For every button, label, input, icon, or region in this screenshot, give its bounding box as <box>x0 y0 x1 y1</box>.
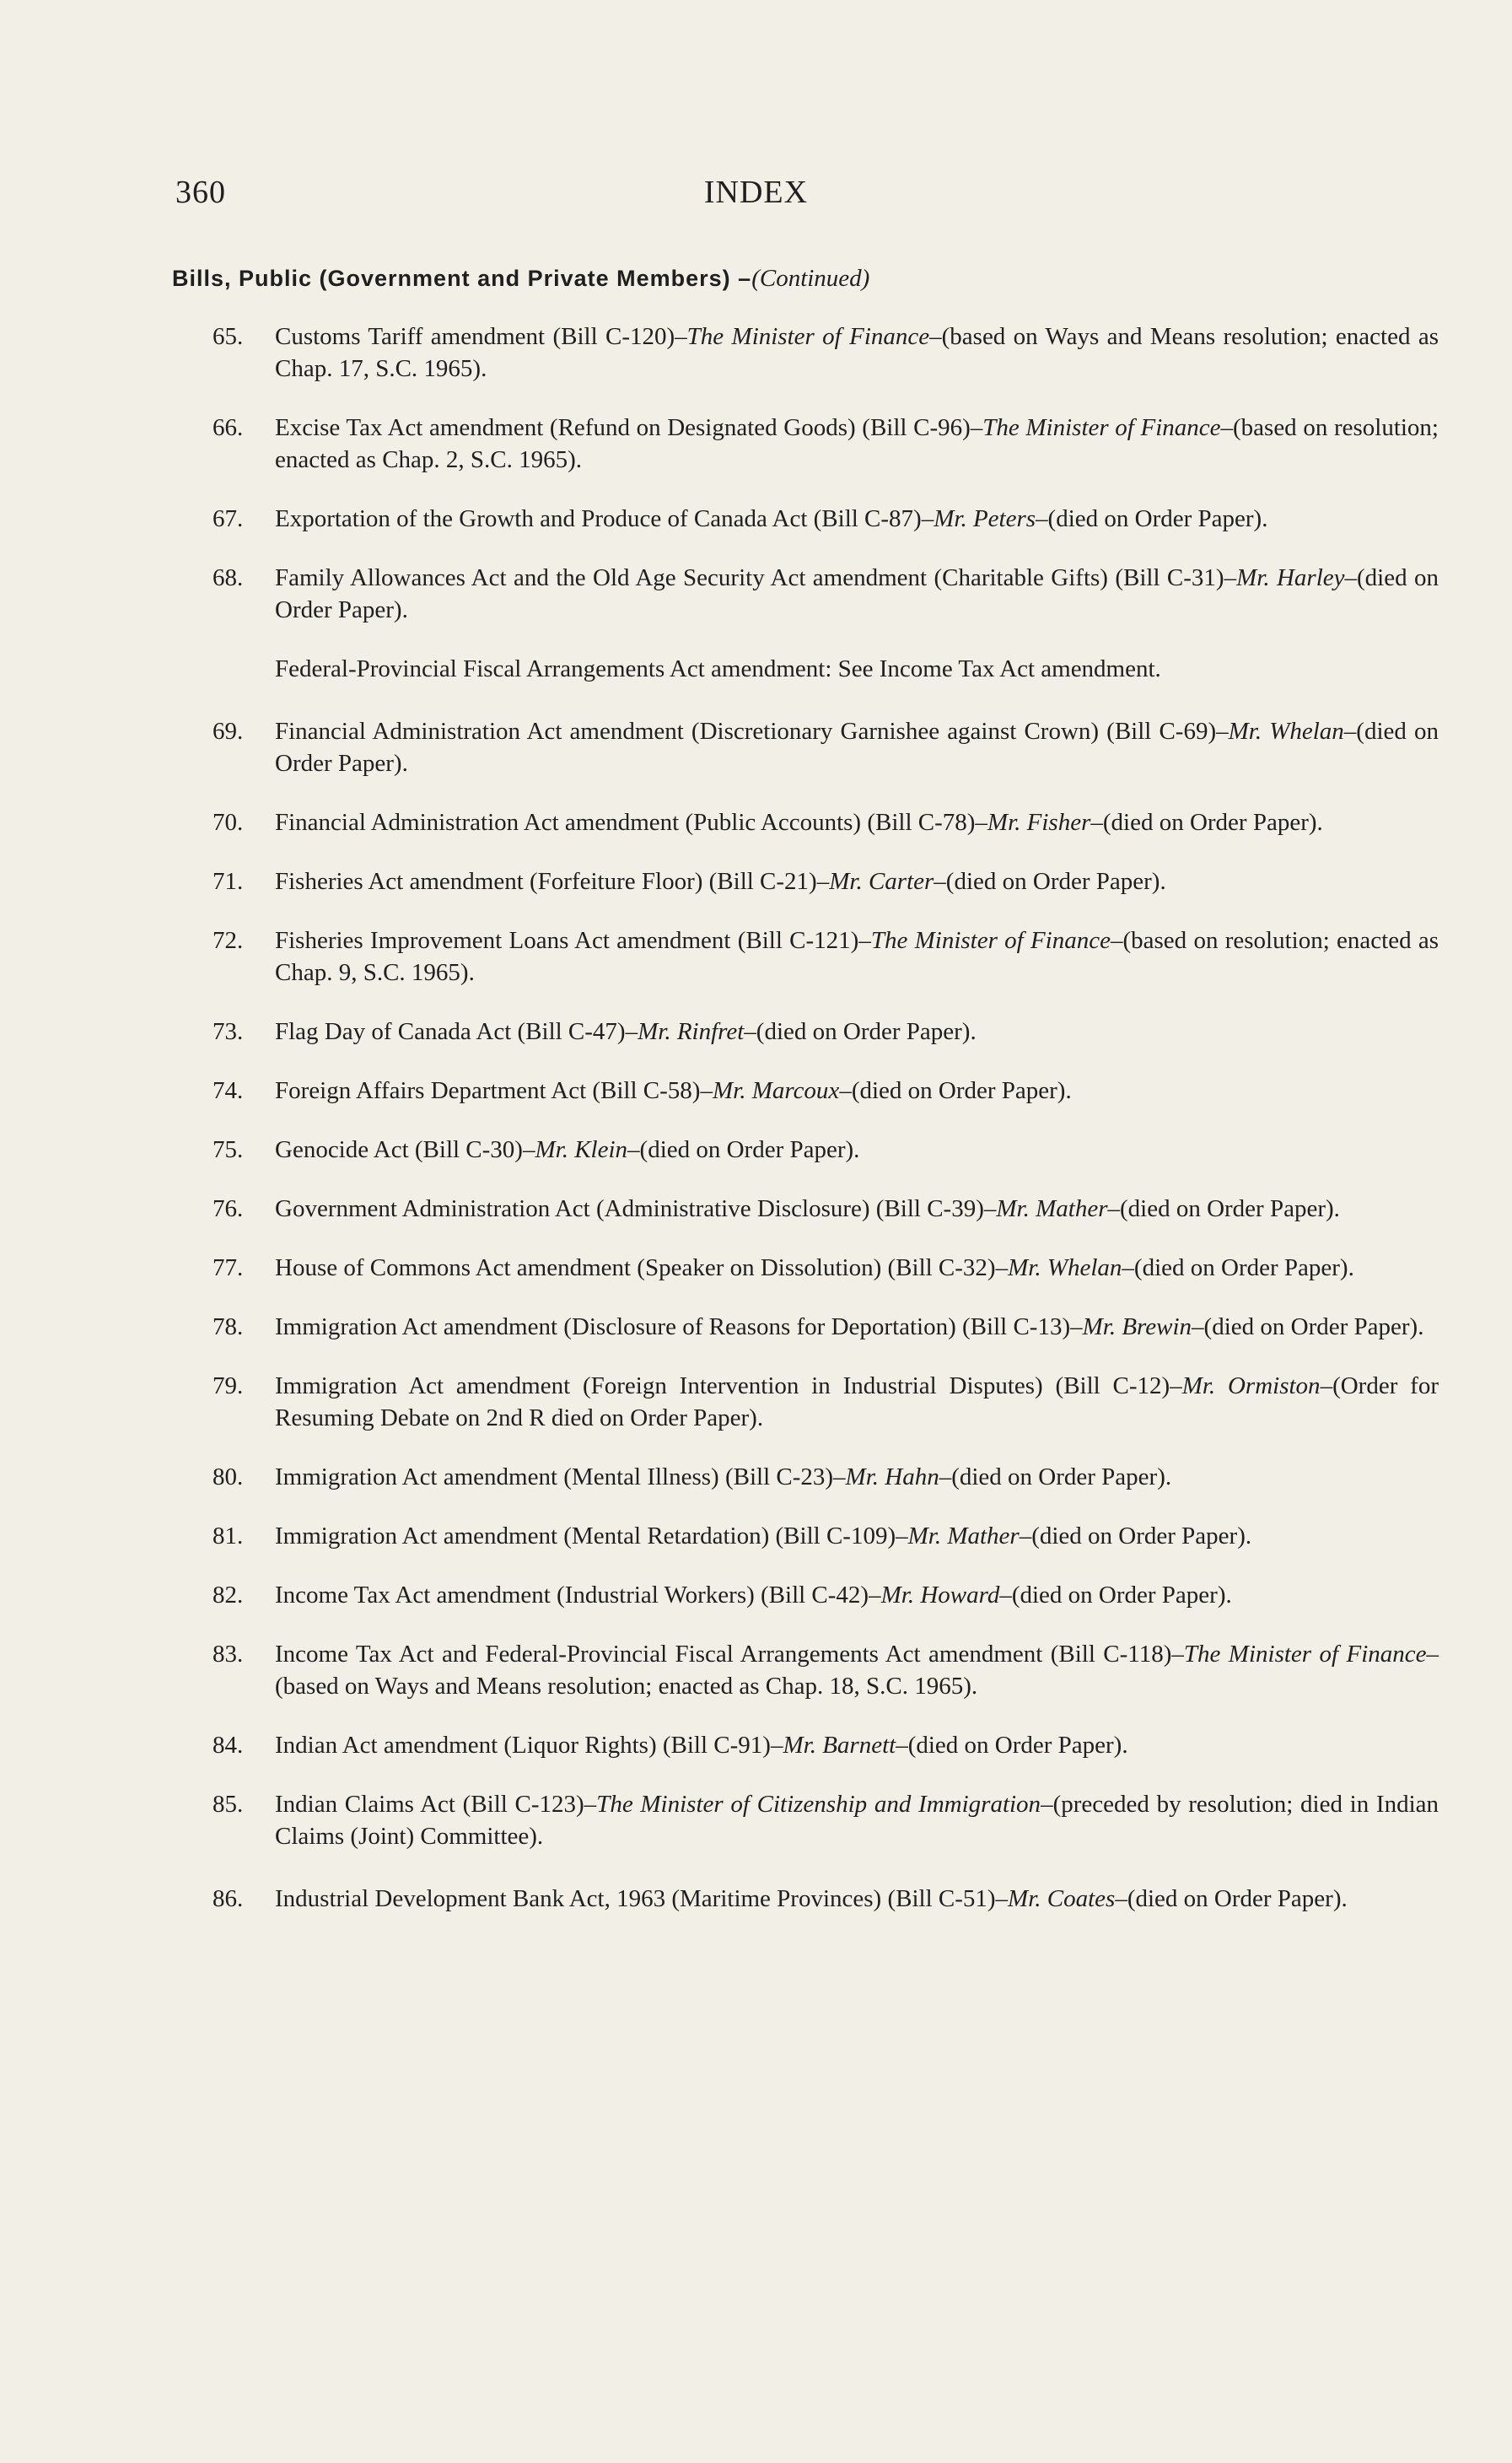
entry-sponsor: Mr. Brewin <box>1082 1313 1192 1340</box>
entry-number: 77. <box>213 1254 244 1281</box>
entry-number: 73. <box>213 1018 244 1045</box>
entry-number: 80. <box>213 1463 244 1490</box>
entry-number: 84. <box>213 1732 244 1759</box>
entry-title: Indian Act amendment (Liquor Rights) (Bill C-91)– <box>275 1732 783 1759</box>
entry-sponsor: Mr. Ormiston <box>1181 1372 1321 1399</box>
entry-sponsor: Mr. Mather <box>907 1523 1020 1549</box>
index-entry <box>0 865 1439 897</box>
entry-number: 85. <box>213 1791 244 1818</box>
entry-sponsor: The Minister of Finance <box>1183 1641 1427 1668</box>
index-entry <box>0 806 1439 838</box>
entry-status: –(died on Order Paper). <box>1019 1523 1252 1549</box>
entry-status: –(died on Order Paper). <box>1192 1313 1424 1340</box>
entry-status: –(died on Order Paper). <box>934 868 1166 895</box>
entry-title: Genocide Act (Bill C-30)– <box>275 1136 535 1163</box>
index-entry <box>0 1252 1439 1284</box>
entry-status: –(died on Order Paper). <box>839 1077 1072 1104</box>
entry-status: –(died on Order Paper). <box>275 564 1439 623</box>
index-entry <box>0 1311 1439 1343</box>
entry-status: –(died on Order Paper). <box>896 1732 1128 1759</box>
index-entry <box>0 1461 1439 1493</box>
entry-status: –(died on Order Paper). <box>627 1136 860 1163</box>
index-entry <box>0 1883 1439 1915</box>
entry-title: Indian Claims Act (Bill C-123)– <box>275 1791 597 1818</box>
entry-title: Immigration Act amendment (Mental Illness) (Bill C-23)– <box>275 1463 846 1490</box>
index-entry <box>0 503 1439 535</box>
page-title: INDEX <box>703 175 809 210</box>
entry-sponsor: Mr. Marcoux <box>712 1077 840 1104</box>
index-entry <box>0 412 1439 476</box>
entry-status: –(based on resolution; enacted as Chap. 9, S.C. 1965). <box>275 927 1439 986</box>
entry-sponsor: The Minister of Finance <box>982 414 1221 441</box>
entry-number: 86. <box>213 1885 244 1912</box>
entry-number: 65. <box>213 323 244 350</box>
entry-status: –(preceded by resolution; died in Indian Claims (Joint) Committee). <box>275 1791 1439 1850</box>
entry-sponsor: Mr. Coates <box>1008 1885 1116 1912</box>
entry-number: 81. <box>213 1523 244 1549</box>
entry-title: Exportation of the Growth and Produce of Canada Act (Bill C-87)– <box>275 505 934 532</box>
entry-status: –(died on Order Paper). <box>999 1582 1232 1609</box>
entry-number: 69. <box>213 718 244 745</box>
entry-sponsor: Mr. Barnett <box>783 1732 896 1759</box>
entry-title: Government Administration Act (Administrative Disclosure) (Bill C-39)– <box>275 1195 997 1222</box>
entry-status: –(died on Order Paper). <box>744 1018 977 1045</box>
entry-number: 82. <box>213 1582 244 1609</box>
entry-title: Immigration Act amendment (Mental Retardation) (Bill C-109)– <box>275 1523 908 1549</box>
entry-number: 76. <box>213 1195 244 1222</box>
index-entry <box>0 1729 1439 1761</box>
index-entry <box>0 1134 1439 1166</box>
entry-sponsor: Mr. Fisher <box>987 809 1091 836</box>
entry-number: 70. <box>213 809 244 836</box>
section-heading-text: Bills, Public (Government and Private Members) – <box>172 266 752 291</box>
index-entries <box>0 321 1512 1942</box>
entry-status: –(died on Order Paper). <box>1122 1254 1354 1281</box>
entry-status: –(died on Order Paper). <box>1036 505 1268 532</box>
index-entry <box>0 1193 1439 1225</box>
index-entry <box>0 1579 1439 1611</box>
entry-number: 66. <box>213 414 244 441</box>
entry-title: Fisheries Act amendment (Forfeiture Floor) (Bill C-21)– <box>275 868 830 895</box>
entry-title: Income Tax Act amendment (Industrial Workers) (Bill C-42)– <box>275 1582 881 1609</box>
entry-number: 68. <box>213 564 244 591</box>
entry-title: House of Commons Act amendment (Speaker on Dissolution) (Bill C-32)– <box>275 1254 1009 1281</box>
entry-number: 78. <box>213 1313 244 1340</box>
entry-status: –(based on resolution; enacted as Chap. 2, S.C. 1965). <box>275 414 1439 473</box>
entry-sponsor: Mr. Howard <box>880 1582 1000 1609</box>
entry-title: Fisheries Improvement Loans Act amendment (Bill C-121)– <box>275 927 871 954</box>
page-number: 360 <box>175 175 226 210</box>
entry-title: Immigration Act amendment (Disclosure of Reasons for Deportation) (Bill C-13)– <box>275 1313 1083 1340</box>
entry-number: 75. <box>213 1136 244 1163</box>
index-entry <box>0 321 1439 385</box>
index-entry <box>0 715 1439 779</box>
entry-sponsor: The Minister of Finance <box>686 323 930 350</box>
entry-title: Excise Tax Act amendment (Refund on Designated Goods) (Bill C-96)– <box>275 414 983 441</box>
entry-sponsor: Mr. Peters <box>934 505 1036 532</box>
index-entry <box>0 562 1439 626</box>
index-entry <box>0 1638 1439 1702</box>
entry-number: 72. <box>213 927 244 954</box>
entry-sponsor: Mr. Carter <box>829 868 934 895</box>
entry-status: –(died on Order Paper). <box>1115 1885 1348 1912</box>
entry-title: Family Allowances Act and the Old Age Security Act amendment (Charitable Gifts) (Bill C-31)– <box>275 564 1237 591</box>
index-cross-reference <box>0 653 1439 685</box>
entry-sponsor: Mr. Klein <box>535 1136 628 1163</box>
entry-status: –(based on Ways and Means resolution; enacted as Chap. 17, S.C. 1965). <box>275 323 1439 382</box>
entry-title: Flag Day of Canada Act (Bill C-47)– <box>275 1018 638 1045</box>
entry-sponsor: The Minister of Finance <box>870 927 1111 954</box>
index-entry <box>0 1370 1439 1434</box>
section-heading <box>172 265 869 293</box>
entry-sponsor: Mr. Whelan <box>1008 1254 1122 1281</box>
index-entry <box>0 924 1439 989</box>
entry-sponsor: Mr. Harley <box>1236 564 1345 591</box>
entry-title: Financial Administration Act amendment (Discretionary Garnishee against Crown) (Bill C-69)– <box>275 718 1229 745</box>
entry-sponsor: Mr. Rinfret <box>638 1018 745 1045</box>
entry-title: Industrial Development Bank Act, 1963 (Maritime Provinces) (Bill C-51)– <box>275 1885 1009 1912</box>
entry-number: 83. <box>213 1641 244 1668</box>
entry-number: 79. <box>213 1372 244 1399</box>
index-entry <box>0 1788 1439 1852</box>
entry-status: –(died on Order Paper). <box>1107 1195 1340 1222</box>
entry-status: –(based on Ways and Means resolution; enacted as Chap. 18, S.C. 1965). <box>275 1641 1439 1700</box>
entry-status: –(Order for Resuming Debate on 2nd R died on Order Paper). <box>275 1372 1439 1431</box>
entry-sponsor: Mr. Whelan <box>1228 718 1344 745</box>
entry-status: –(died on Order Paper). <box>939 1463 1172 1490</box>
entry-title: Foreign Affairs Department Act (Bill C-58)– <box>275 1077 713 1104</box>
entry-title: Income Tax Act and Federal-Provincial Fiscal Arrangements Act amendment (Bill C-118)– <box>275 1641 1184 1668</box>
entry-title: Financial Administration Act amendment (Public Accounts) (Bill C-78)– <box>275 809 987 836</box>
entry-status: –(died on Order Paper). <box>1090 809 1323 836</box>
entry-sponsor: The Minister of Citizenship and Immigration <box>596 1791 1041 1818</box>
index-entry <box>0 1520 1439 1552</box>
section-continued-label: (Continued) <box>751 265 870 292</box>
entry-sponsor: Mr. Mather <box>996 1195 1108 1222</box>
index-entry <box>0 1016 1439 1048</box>
entry-number: 71. <box>213 868 244 895</box>
entry-title: Customs Tariff amendment (Bill C-120)– <box>275 323 687 350</box>
entry-title: Immigration Act amendment (Foreign Intervention in Industrial Disputes) (Bill C-12)– <box>275 1372 1182 1399</box>
entry-sponsor: Mr. Hahn <box>845 1463 939 1490</box>
entry-number: 74. <box>213 1077 244 1104</box>
entry-title: Federal-Provincial Fiscal Arrangements Act amendment: See Income Tax Act amendment. <box>275 655 1161 682</box>
entry-status: –(died on Order Paper). <box>275 718 1439 777</box>
index-entry <box>0 1075 1439 1107</box>
entry-number: 67. <box>213 505 244 532</box>
